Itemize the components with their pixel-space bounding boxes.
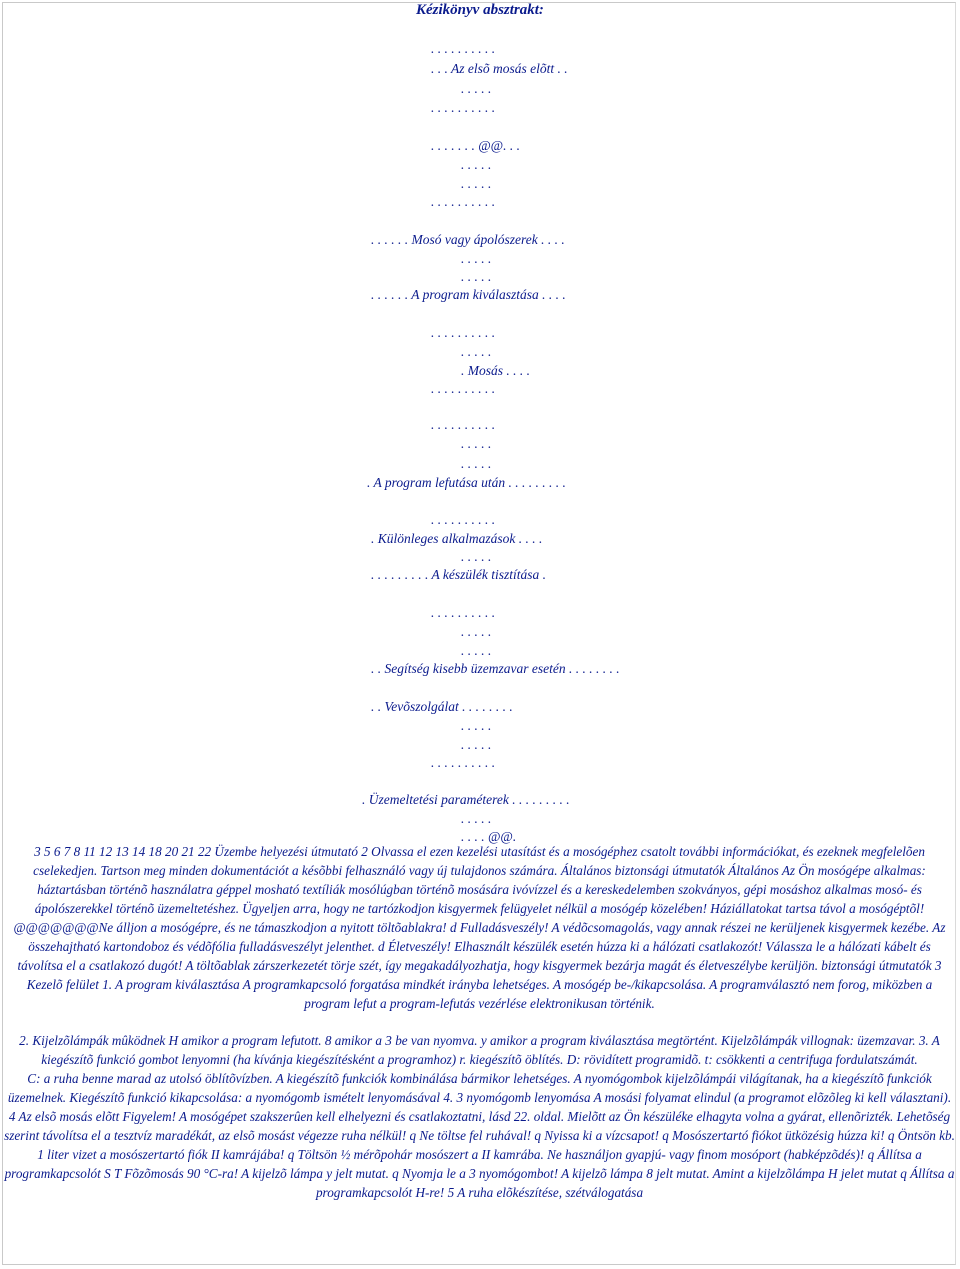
toc-line: . . . . . . . . . .: [431, 325, 496, 340]
toc-line: . Üzemeltetési paraméterek . . . . . . . . .: [362, 792, 570, 807]
toc-line: . . . . .: [461, 344, 492, 359]
toc-line: . . Vevõszolgálat . . . . . . . .: [371, 699, 513, 714]
toc-line: . . . . .: [461, 549, 492, 564]
toc-line: . . . . .: [461, 643, 492, 658]
paragraph: C: a ruha benne marad az utolsó öblítõvízben. A kiegészítõ funkciók kombinálása bármikor lehetséges. A nyomógombok kijelzõlámpái világítanak, ha a kiegészítõ funkciók üzemelnek. Kiegészítõ funkció kikapcsolása: a nyomógomb ismételt lenyomásával 4. 3 nyomógomb lenyomása A mosási folyamat elindul (a programot elõzõleg ki kell választani).: [7, 1071, 952, 1105]
toc-line: . . . . .: [461, 157, 492, 172]
toc-line: . . . . . . . . . .: [431, 605, 496, 620]
paragraph: 3 5 6 7 8 11 12 13 14 18 20 21 22 Üzembe helyezési útmutató 2 Olvassa el ezen kezelési utasítást és a mosógéphez csatolt további információkat, és ezeknek megfelelõen cselekedjen. Tartson meg minden dokumentációt a késõbbi felhasználó vagy új tulajdonos számára. Általános biztonsági útmutatók Általános Az Ön mosógépe alkalmas: háztartásban történõ használatra géppel mosható textíliák mosólúgban történõ mosására ivóvízzel és a kereskedelemben szokványos, gépi mosáshoz alkalmas mosó- és ápolószerekkel történõ üzemeltetéshez. Ügyeljen arra, hogy ne tartózkodjon kisgyermek felügyelet nélkül a mosógép közelében! Háziállatokat tartsa távol a mosógéptõl! @@@@@@@Ne álljon a mosógépre, és ne támaszkodjon a nyitott töltõablakra! d Fulladásveszély! A védõcsomagolás, vagy annak részei ne kerüljenek kisgyermek kezébe. Az összehajtható kartondoboz és védõfólia fulladásveszélyt jelenthet. d Életveszély! Elhasznált készülék esetén húzza ki a hálózati csatlakozót! Válassza le a hálózati kábelt és távolítsa el a csatlakozó dugót! A töltõablak zárszerkezetét törje szét, így megakadályozhatja, hogy kisgyermek bezárja magát és életveszélybe kerüljön. biztonsági útmutatók 3 Kezelõ felület 1. A program kiválasztása A programkapcsoló forgatása mindkét irányba lehetséges. A mosógép be-/kikapcsolása. A programválasztó nem forog, miközben a program lefut a program-lefutás vezérlése elektronikusan történik.: [13, 844, 946, 1011]
toc-line: . . . . . . . . . .: [431, 194, 496, 209]
toc-line: . . . . . . . . . .: [431, 755, 496, 770]
document-title: Kézikönyv absztrakt:: [416, 2, 544, 18]
toc-line: . . . . .: [461, 436, 492, 451]
paragraph: 2. Kijelzõlámpák mûködnek H amikor a program lefutott. 8 amikor a 3 be van nyomva. y amikor a program kiválasztása megtörtént. Kijelzõlámpák villognak: üzemzavar. 3. A kiegészítõ funkció gombot lenyomni (ha kívánja kiegészítésként a programhoz) r. kiegészítõ öblítés. D: rövidített programidõ. t: csökkenti a centrifuga fordulatszámát.: [19, 1033, 940, 1067]
toc-line: . . . . .: [461, 624, 492, 639]
toc-line: . . . . .: [461, 81, 492, 96]
toc-line: . . . . .: [461, 737, 492, 752]
toc-line: . . . . .: [461, 718, 492, 733]
toc-line: . . . . . . A program kiválasztása . . . .: [371, 287, 566, 302]
toc-line: . . . . .: [461, 269, 492, 284]
toc-line: . . . . . . . . . .: [431, 512, 496, 527]
toc-line: . . . . . . Mosó vagy ápolószerek . . . .: [371, 232, 565, 247]
manual-body: [4, 842, 955, 1202]
toc-line: . . . . .: [461, 456, 492, 471]
toc-line: . . . . . . . @@. . .: [431, 138, 520, 153]
toc-line: . . . . .: [461, 176, 492, 191]
toc-line: . . . . .: [461, 251, 492, 266]
toc-line: . . . . . . . . . A készülék tisztítása .: [371, 567, 546, 582]
toc-line: . . . . . . . . . .: [431, 381, 496, 396]
toc-line: . A program lefutása után . . . . . . . . .: [367, 475, 566, 490]
toc-line: . . . . . . . . . .: [431, 100, 496, 115]
toc-line: . . . . . . . . . .: [431, 41, 496, 56]
toc-line: . . . Az elsõ mosás elõtt . .: [431, 61, 568, 76]
toc-line: . . . . .: [461, 811, 492, 826]
toc-line: . . Segítség kisebb üzemzavar esetén . . . . . . . .: [371, 661, 620, 676]
toc-line: . Mosás . . . .: [461, 363, 531, 378]
toc-line: . . . . . . . . . .: [431, 417, 496, 432]
toc-line: . . . . @@.: [461, 829, 517, 844]
paragraph: 4 Az elsõ mosás elõtt Figyelem! A mosógépet szakszerûen kell elhelyezni és csatlakoztatni, lásd 22. oldal. Mielõtt az Ön készüléke elhagyta volna a gyárat, ellenõrizték. Lehetõség szerint távolítsa el a tesztvíz maradékát, az elsõ mosást végezze ruha nélkül! q Ne töltse fel ruhával! q Nyissa ki a vízcsapot! q Mosószertartó fiókot ütközésig húzza ki! q Öntsön kb. 1 liter vizet a mosószertartó fiók II kamrájába! q Töltsön ½ mérõpohár mosószert a II kamrába. Ne használjon gyapjú- vagy finom mosóport (habképzõdés)! q Állítsa a programkapcsolót S T Fõzõmosás 90 °C-ra! A kijelzõ lámpa y jelt mutat. q Nyomja le a 3 nyomógombot! A kijelzõ lámpa 8 jelt mutat. Amint a kijelzõlámpa H jelet mutat q Állítsa a programkapcsolót H-re! 5 A ruha elõkészítése, szétválogatása: [4, 1109, 955, 1200]
toc-line: . Különleges alkalmazások . . . .: [371, 531, 543, 546]
